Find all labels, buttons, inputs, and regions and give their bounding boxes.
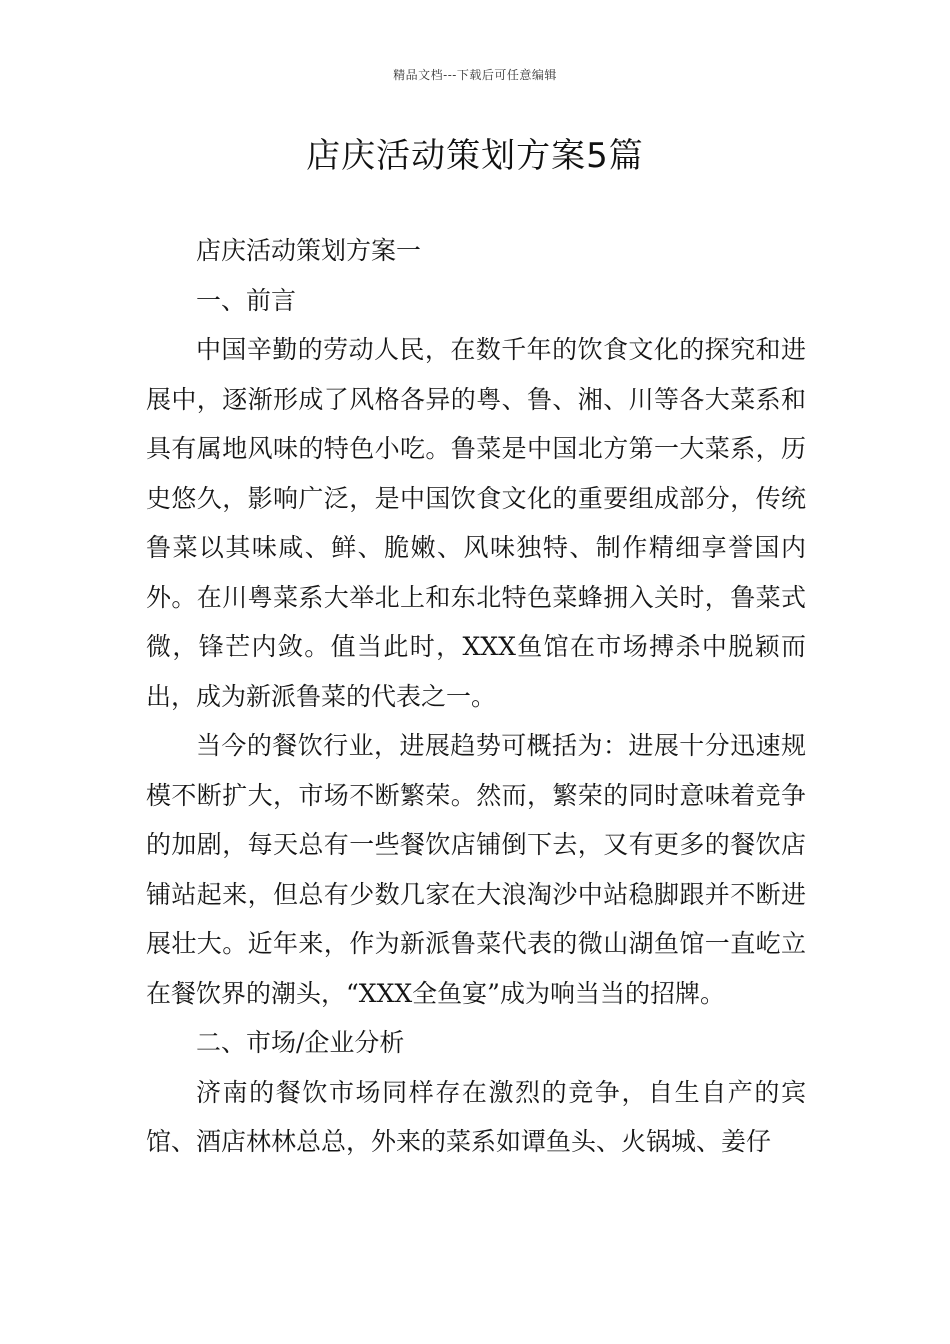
paragraph: 当今的餐饮行业，进展趋势可概括为：进展十分迅速规模不断扩大，市场不断繁荣。然而，繁荣的同时意味着竞争的加剧，每天总有一些餐饮店铺倒下去，又有更多的餐饮店铺站起来，但总有少数几家在大浪淘沙中站稳脚跟并不断进展壮大。近年来，作为新派鲁菜代表的微山湖鱼馆一直屹立在餐饮界的潮头，“XXX全鱼宴”成为响当当的招牌。 xyxy=(146,731,806,1008)
section-heading-preface: 一、前言 xyxy=(196,285,297,315)
section-heading-market-analysis: 二、市场/企业分析 xyxy=(196,1028,405,1057)
document-title: 店庆活动策划方案5篇 xyxy=(306,136,644,176)
plan-subtitle: 店庆活动策划方案一 xyxy=(196,236,422,265)
header-note: 精品文档---下载后可任意编辑 xyxy=(393,68,557,82)
paragraph: 中国辛勤的劳动人民，在数千年的饮食文化的探究和进展中，逐渐形成了风格各异的粤、鲁、湘、川等各大菜系和具有属地风味的特色小吃。鲁菜是中国北方第一大菜系，历史悠久，影响广泛，是中国饮食文化的重要组成部分，传统鲁菜以其味咸、鲜、脆嫩、风味独特、制作精细享誉国内外。在川粤菜系大举北上和东北特色菜蜂拥入关时，鲁菜式微，锋芒内敛。值当此时，XXX鱼馆在市场搏杀中脱颖而出，成为新派鲁菜的代表之一。 xyxy=(146,335,806,711)
paragraph: 济南的餐饮市场同样存在激烈的竞争，自生自产的宾馆、酒店林林总总，外来的菜系如谭鱼头、火锅城、姜仔 xyxy=(146,1077,806,1156)
document-body xyxy=(146,226,806,1167)
